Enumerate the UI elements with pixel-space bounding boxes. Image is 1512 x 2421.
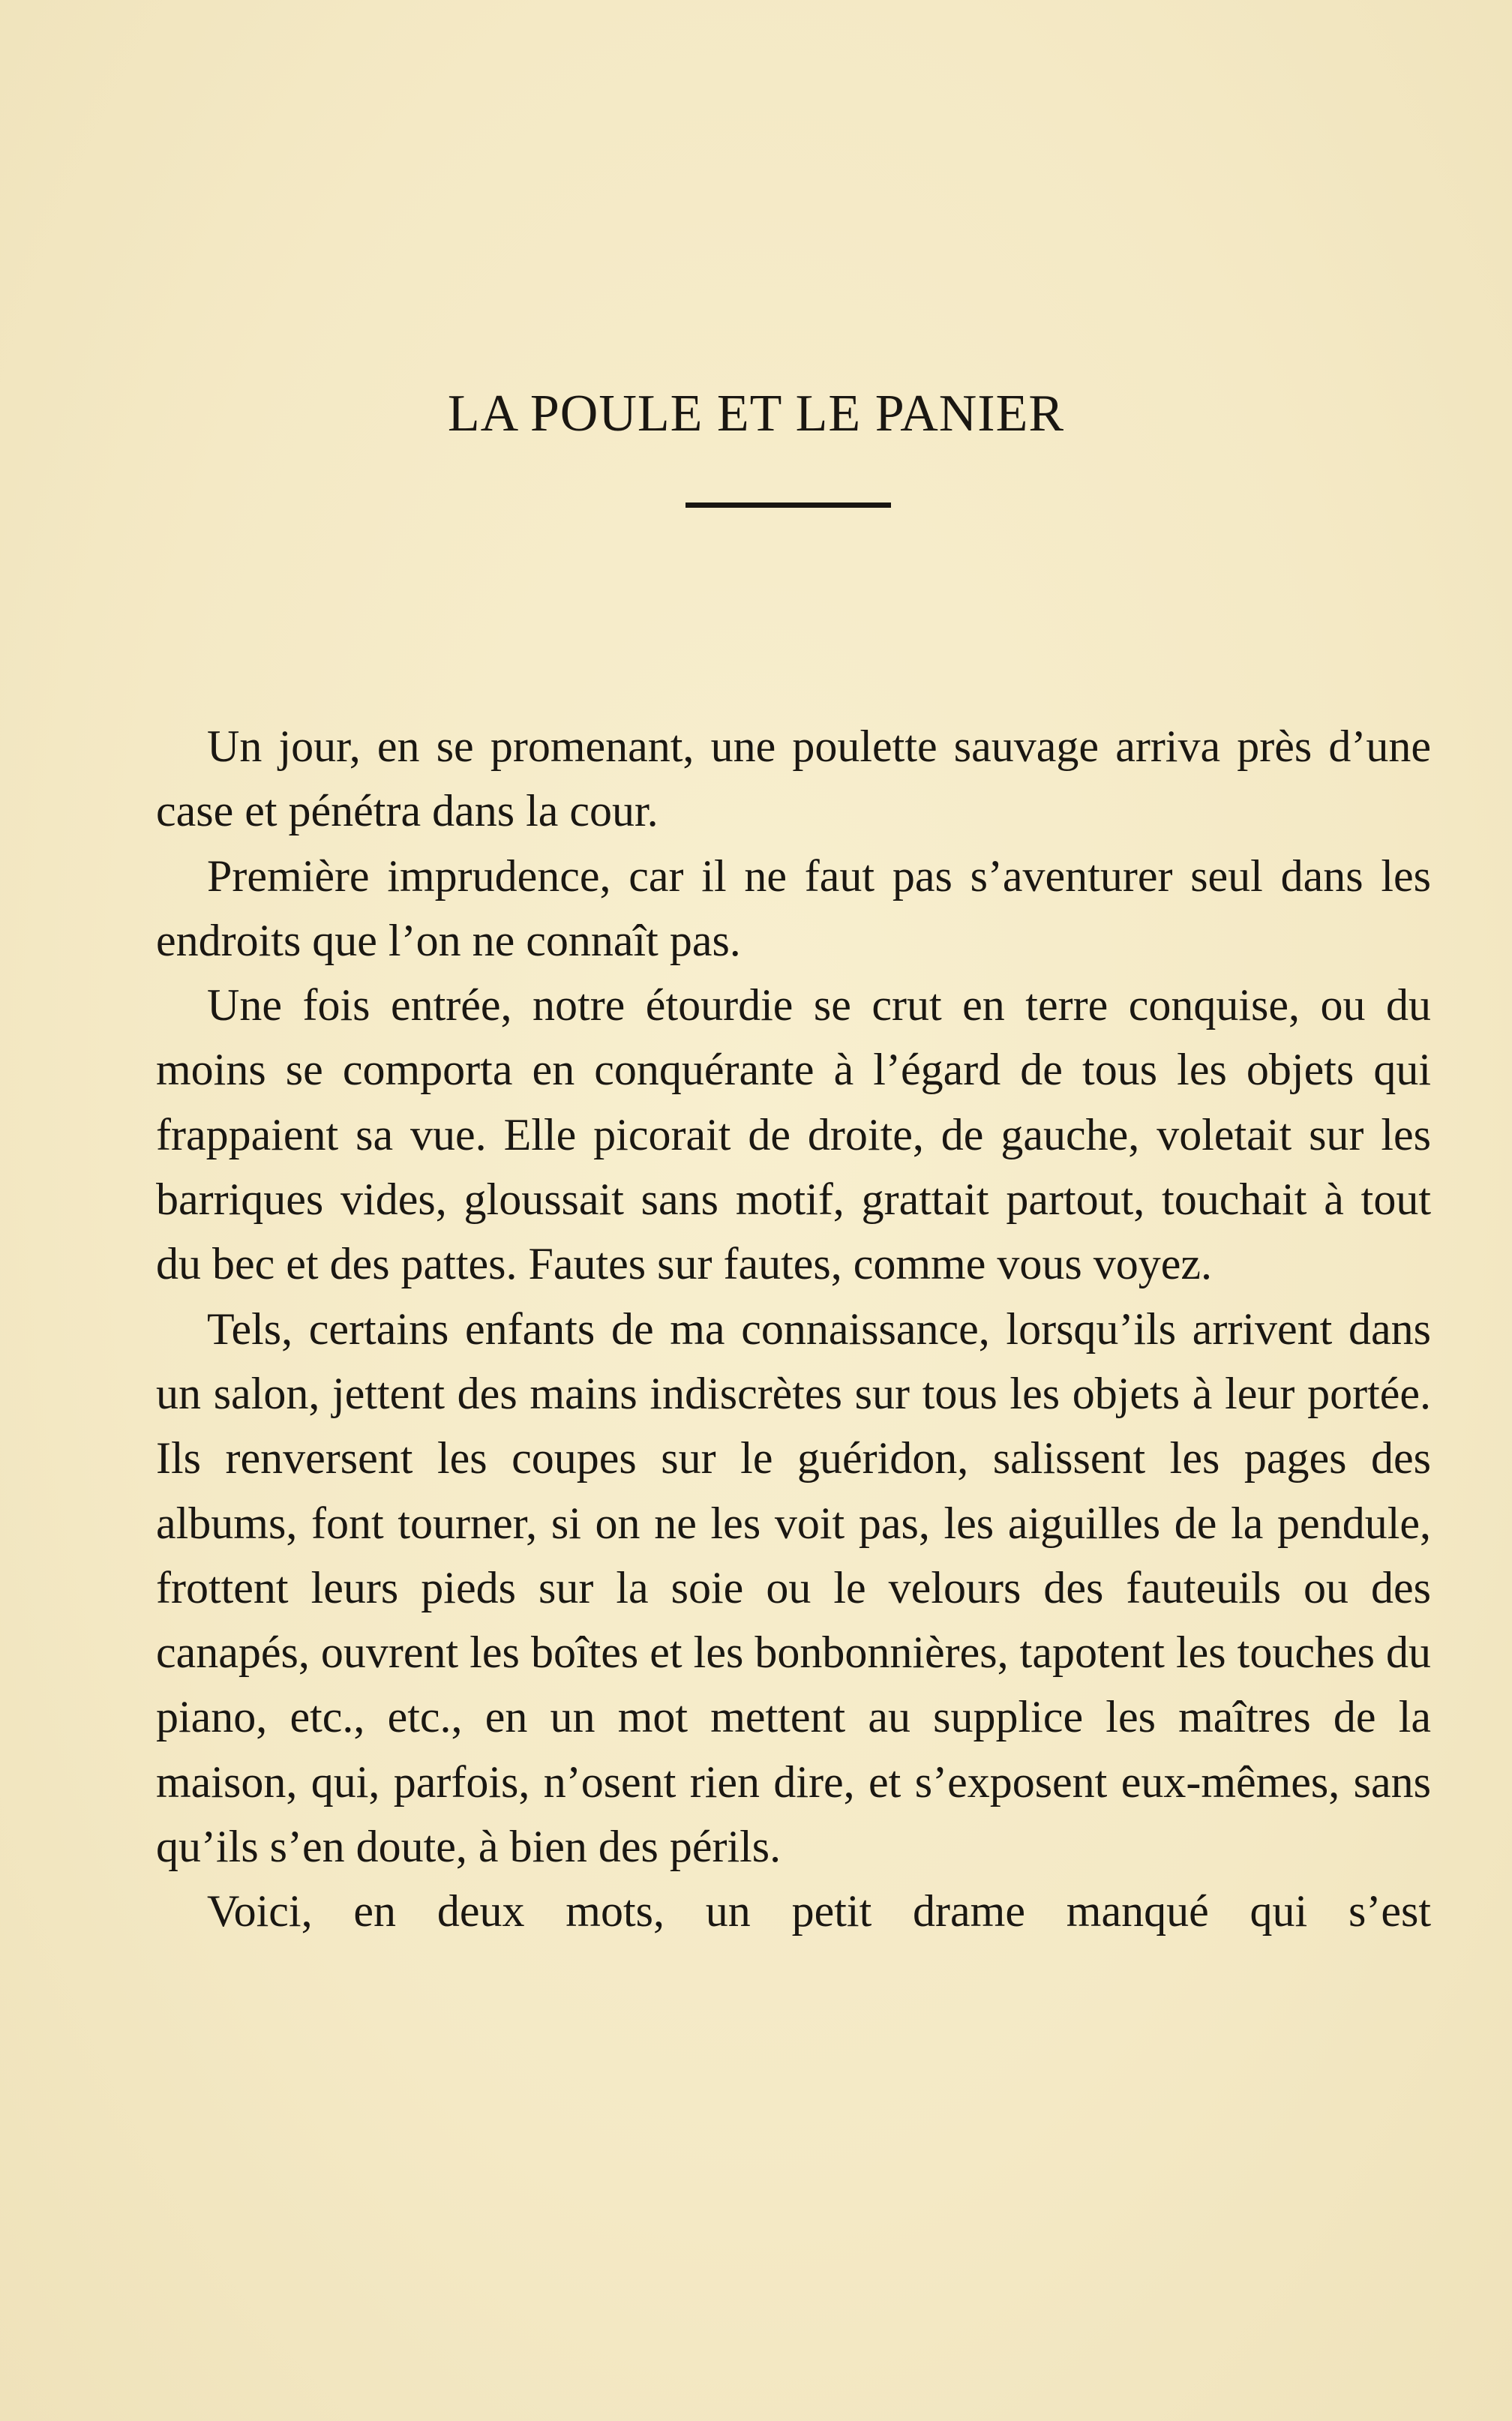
title-rule — [686, 502, 891, 508]
paragraph-5: Voici, en deux mots, un petit drame manqué qui s’est — [207, 1886, 1431, 1936]
paragraph-4: Tels, certains enfants de ma connaissance, lorsqu’ils arrivent dans un salon, jettent des mains indiscrètes sur tous les objets à leur portée. Ils renversent les coupes sur le guéridon, salissent les pages des albums, font tourner, si on ne les voit pas, les aiguilles de la pendule, frottent leurs pieds sur la soie ou le velours des fauteuils ou des canapés, ouvrent les boîtes et les bonbonnières, tapotent les touches du piano, etc., etc., en un mot mettent au supplice les maîtres de la maison, qui, parfois, n’osent rien dire, et s’exposent eux-mêmes, sans qu’ils s’en doute, à bien des périls. — [156, 1304, 1431, 1872]
body-text — [156, 714, 1431, 1944]
chapter-title: LA POULE ET LE PANIER — [447, 385, 1065, 442]
paragraph-1: Un jour, en se promenant, une poulette sauvage arriva près d’une case et pénétra dans la cour. — [156, 722, 1431, 836]
paragraph-3: Une fois entrée, notre étourdie se crut en terre conquise, ou du moins se comporta en conquérante à l’égard de tous les objets qui frappaient sa vue. Elle picorait de droite, de gauche, voletait sur les barriques vides, gloussait sans motif, grattait partout, touchait à tout du bec et des pattes. Fautes sur fautes, comme vous voyez. — [156, 980, 1431, 1289]
paragraph-2: Première imprudence, car il ne faut pas s’aventurer seul dans les endroits que l’on ne connaît pas. — [156, 850, 1431, 965]
